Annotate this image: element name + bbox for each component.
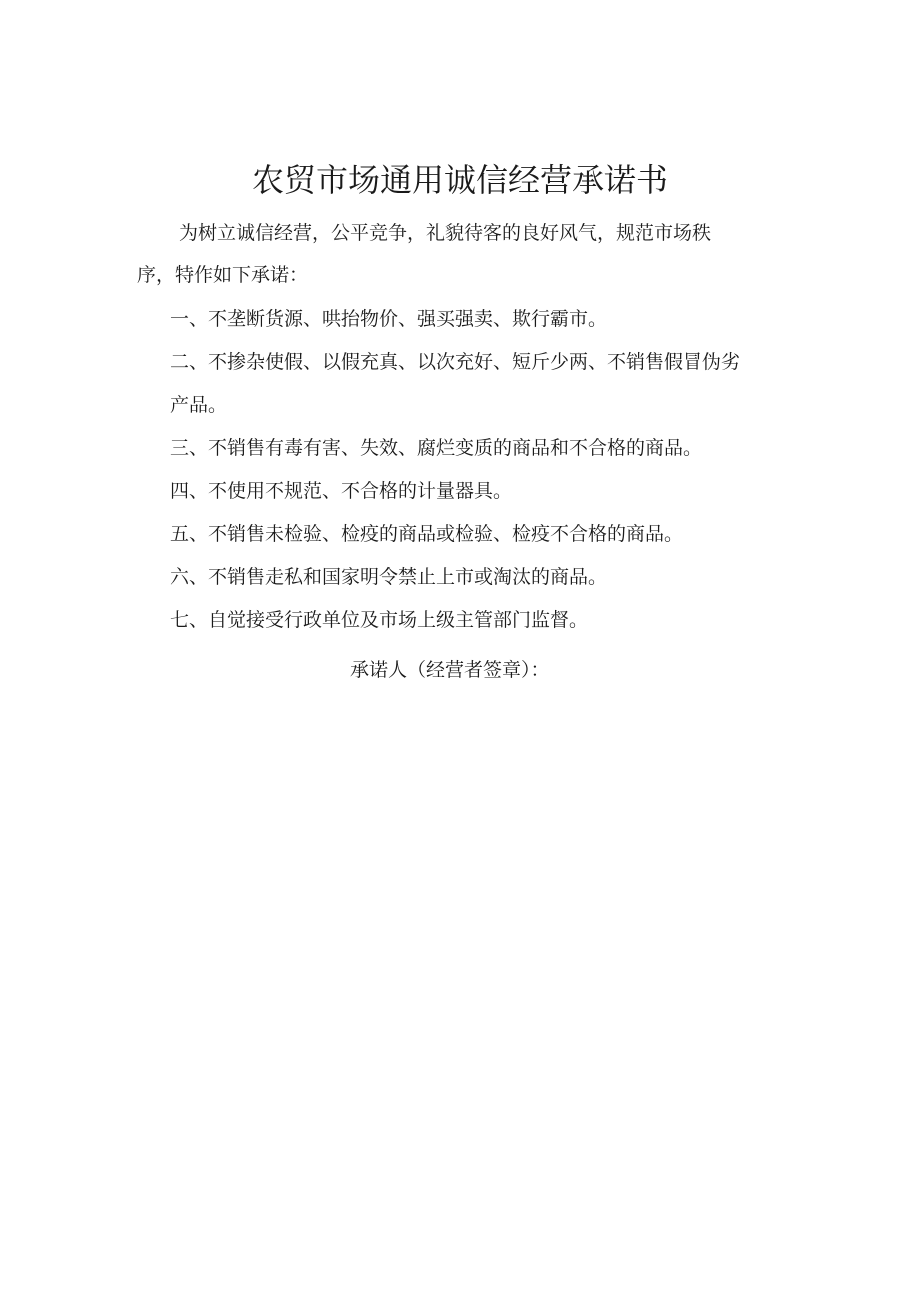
commitment-item: 六、不销售走私和国家明令禁止上市或淘汰的商品。 bbox=[170, 566, 608, 588]
commitment-item: 二、不掺杂使假、以假充真、以次充好、短斤少两、不销售假冒伪劣产品。 bbox=[170, 351, 741, 416]
commitment-item: 一、不垄断货源、哄抬物价、强买强卖、欺行霸市。 bbox=[170, 308, 608, 330]
intro-paragraph: 为树立诚信经营，公平竞争，礼貌待客的良好风气，规范市场秩序，特作如下承诺： bbox=[137, 222, 712, 286]
signature-line: 承诺人（经营者签章）： bbox=[350, 659, 550, 681]
commitment-item: 五、不销售未检验、检疫的商品或检验、检疫不合格的商品。 bbox=[170, 523, 684, 545]
commitment-list bbox=[170, 298, 750, 642]
commitment-item: 四、不使用不规范、不合格的计量器具。 bbox=[170, 480, 513, 502]
document-title: 农贸市场通用诚信经营承诺书 bbox=[251, 161, 668, 199]
commitment-item: 三、不销售有毒有害、失效、腐烂变质的商品和不合格的商品。 bbox=[170, 437, 703, 459]
commitment-item: 七、自觉接受行政单位及市场上级主管部门监督。 bbox=[170, 609, 589, 631]
